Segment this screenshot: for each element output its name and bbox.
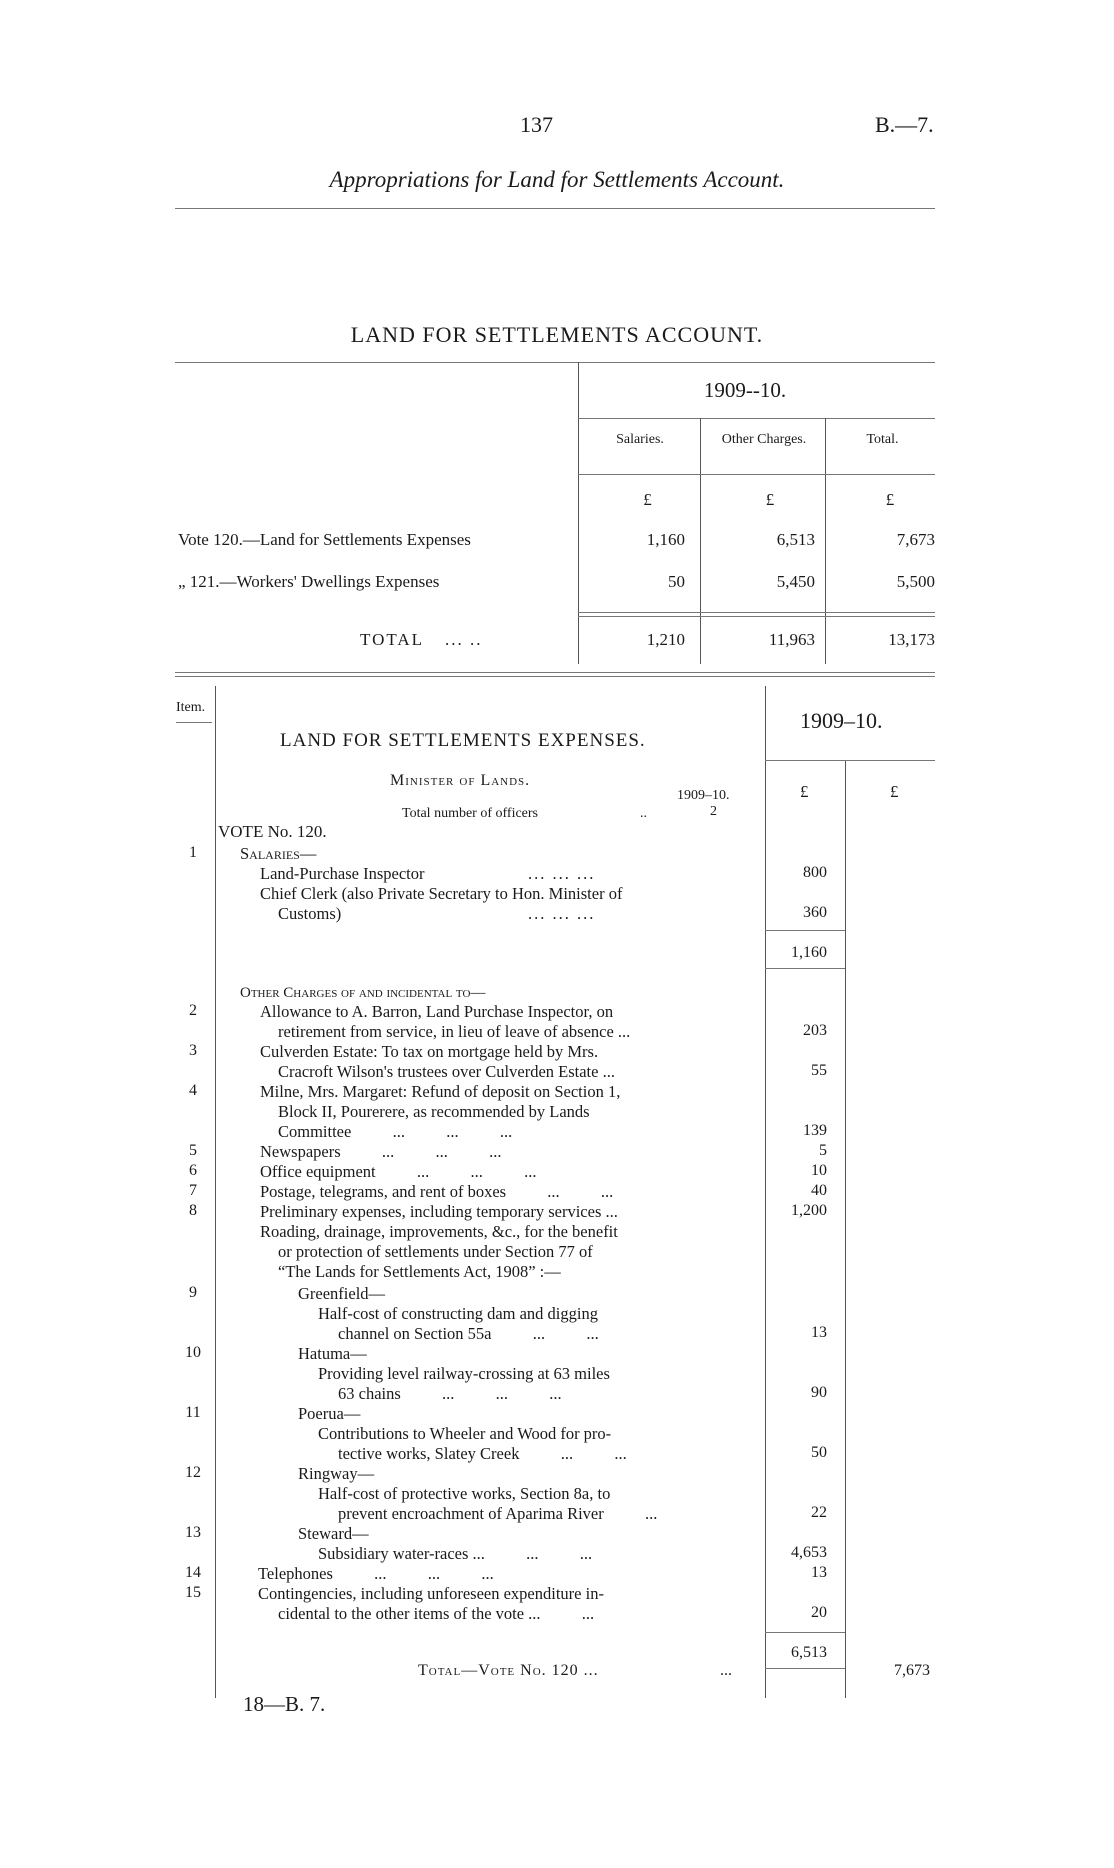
salary-amount: 800 bbox=[803, 864, 827, 881]
place-label: Greenfield— bbox=[298, 1284, 386, 1303]
place-label: Poerua— bbox=[298, 1404, 361, 1423]
subtotal-rule-bottom bbox=[765, 1668, 845, 1669]
item-number: 1 bbox=[189, 844, 197, 861]
summary-row-other: 5,450 bbox=[776, 572, 815, 591]
item-line: Office equipment ... ... ... bbox=[260, 1162, 537, 1181]
summary-total-label: TOTAL bbox=[360, 630, 425, 649]
summary-total-rule-2 bbox=[578, 616, 935, 617]
item-number: 5 bbox=[189, 1142, 197, 1159]
place-label: Hatuma— bbox=[298, 1344, 367, 1363]
currency-total: £ bbox=[885, 490, 895, 509]
item-line: Contributions to Wheeler and Wood for pro- bbox=[318, 1424, 612, 1443]
item-line: Telephones ... ... ... bbox=[258, 1564, 494, 1583]
other-subtotal: 6,513 bbox=[791, 1644, 827, 1661]
summary-row-salaries: 50 bbox=[668, 572, 685, 591]
officers-year: 1909–10. bbox=[677, 788, 730, 803]
item-line: prevent encroachment of Aparima River ... bbox=[338, 1504, 658, 1523]
salary-line: Land-Purchase Inspector bbox=[260, 864, 425, 883]
item-amount: 1,200 bbox=[791, 1202, 827, 1219]
summary-col-divider-1 bbox=[700, 418, 701, 664]
summary-total-total: 13,173 bbox=[888, 630, 935, 649]
item-line: Block II, Pourerere, as recommended by Lands bbox=[278, 1102, 590, 1121]
detail-year: 1909–10. bbox=[800, 708, 883, 733]
place-label: Steward— bbox=[298, 1524, 369, 1543]
roading-line: or protection of settlements under Section 77 of bbox=[278, 1242, 593, 1261]
item-line: Postage, telegrams, and rent of boxes ... ... bbox=[260, 1182, 614, 1201]
ministry-heading: Minister of Lands. bbox=[390, 772, 531, 789]
officers-label: Total number of officers bbox=[402, 806, 538, 821]
item-line: Contingencies, including unforeseen expenditure in- bbox=[258, 1584, 604, 1603]
place-label: Ringway— bbox=[298, 1464, 375, 1483]
vote-label: VOTE No. 120. bbox=[218, 822, 327, 841]
item-number: 12 bbox=[185, 1464, 201, 1481]
item-amount: 55 bbox=[811, 1062, 827, 1079]
item-line: tective works, Slatey Creek ... ... bbox=[338, 1444, 627, 1463]
vote-total-dots: ... bbox=[720, 1662, 732, 1679]
item-number: 11 bbox=[185, 1404, 201, 1421]
summary-row-total: 5,500 bbox=[896, 572, 935, 591]
item-number: 4 bbox=[189, 1082, 197, 1099]
summary-row-salaries: 1,160 bbox=[646, 530, 685, 549]
roading-line: Roading, drainage, improvements, &c., for the benefit bbox=[260, 1222, 618, 1241]
year-header-rule bbox=[765, 760, 935, 761]
officers-dots: .. bbox=[640, 806, 647, 821]
vote-total-label: Total—Vote No. 120 ... bbox=[418, 1662, 599, 1679]
col-salaries-header: Salaries. bbox=[616, 432, 664, 447]
salaries-label: Salaries— bbox=[240, 844, 317, 863]
item-amount: 90 bbox=[811, 1384, 827, 1401]
summary-total-rule bbox=[578, 612, 935, 613]
summary-divider bbox=[578, 362, 579, 664]
summary-title: LAND FOR SETTLEMENTS ACCOUNT. bbox=[350, 322, 764, 347]
item-amount: 13 bbox=[811, 1324, 827, 1341]
header-rule bbox=[175, 208, 935, 209]
item-number: 13 bbox=[185, 1524, 201, 1541]
officers-count: 2 bbox=[710, 804, 717, 819]
total-column-divider bbox=[845, 760, 846, 1698]
item-number: 10 bbox=[185, 1344, 201, 1361]
item-amount: 50 bbox=[811, 1444, 827, 1461]
item-amount: 139 bbox=[803, 1122, 827, 1139]
salary-dots: ... ... ... bbox=[528, 864, 596, 883]
item-number: 8 bbox=[189, 1202, 197, 1219]
item-line: cidental to the other items of the vote ... ... bbox=[278, 1604, 595, 1623]
item-line: Providing level railway-crossing at 63 miles bbox=[318, 1364, 610, 1383]
summary-col-divider-2 bbox=[825, 418, 826, 664]
subtotal-rule bbox=[765, 930, 845, 931]
salary-line: Customs) bbox=[278, 904, 342, 923]
item-line: Subsidiary water-races ... ... ... bbox=[318, 1544, 593, 1563]
item-amount: 40 bbox=[811, 1182, 827, 1199]
document-code: B.—7. bbox=[875, 112, 934, 137]
item-number: 9 bbox=[189, 1284, 197, 1301]
section-rule bbox=[175, 672, 935, 673]
summary-year: 1909--10. bbox=[703, 378, 787, 402]
summary-colhead-rule bbox=[578, 474, 935, 475]
item-column-divider bbox=[215, 686, 216, 1698]
item-line: Culverden Estate: To tax on mortgage held by Mrs. bbox=[260, 1042, 599, 1061]
item-line: Cracroft Wilson's trustees over Culverden Estate ... bbox=[278, 1062, 615, 1081]
item-column-header: Item. bbox=[176, 700, 206, 715]
item-line: Allowance to A. Barron, Land Purchase Inspector, on bbox=[260, 1002, 614, 1021]
salary-line: Chief Clerk (also Private Secretary to Hon. Minister of bbox=[260, 884, 623, 903]
item-amount: 5 bbox=[819, 1142, 827, 1159]
item-number: 15 bbox=[185, 1584, 201, 1601]
item-line: 63 chains ... ... ... bbox=[338, 1384, 562, 1403]
roading-line: “The Lands for Settlements Act, 1908” :— bbox=[278, 1262, 561, 1281]
subtotal-rule bbox=[765, 1632, 845, 1633]
item-amount: 10 bbox=[811, 1162, 827, 1179]
detail-title: LAND FOR SETTLEMENTS EXPENSES. bbox=[280, 730, 646, 751]
currency-left: £ bbox=[800, 782, 809, 801]
section-rule-2 bbox=[175, 676, 935, 677]
running-title: Appropriations for Land for Settlements Account. bbox=[329, 167, 785, 192]
item-number: 6 bbox=[189, 1162, 197, 1179]
item-line: Milne, Mrs. Margaret: Refund of deposit on Section 1, bbox=[260, 1082, 621, 1101]
currency-right: £ bbox=[890, 782, 899, 801]
salary-amount: 360 bbox=[803, 904, 827, 921]
summary-row-label: „ 121.—Workers' Dwellings Expenses bbox=[178, 572, 440, 591]
summary-top-rule bbox=[175, 362, 935, 363]
item-line: Committee ... ... ... bbox=[278, 1122, 513, 1141]
item-amount: 4,653 bbox=[791, 1544, 827, 1561]
item-number: 14 bbox=[185, 1564, 201, 1581]
item-number: 7 bbox=[189, 1182, 197, 1199]
item-header-rule bbox=[176, 722, 212, 723]
item-line: Half-cost of constructing dam and digging bbox=[318, 1304, 598, 1323]
subtotal-rule-bottom bbox=[765, 968, 845, 969]
summary-row-label: Vote 120.—Land for Settlements Expenses bbox=[178, 530, 471, 549]
summary-total-dots: ... .. bbox=[445, 630, 483, 649]
summary-row-total: 7,673 bbox=[896, 530, 935, 549]
col-total-header: Total. bbox=[866, 432, 899, 447]
vote-total-amount: 7,673 bbox=[894, 1662, 930, 1679]
item-line: retirement from service, in lieu of leave of absence ... bbox=[278, 1022, 631, 1041]
summary-total-other: 11,963 bbox=[768, 630, 815, 649]
item-amount: 20 bbox=[811, 1604, 827, 1621]
other-charges-label: Other Charges of and incidental to— bbox=[240, 985, 486, 1001]
page-number: 137 bbox=[520, 112, 553, 137]
summary-year-rule bbox=[578, 418, 935, 419]
item-line: Preliminary expenses, including temporary services ... bbox=[260, 1202, 618, 1221]
currency-other: £ bbox=[765, 490, 775, 509]
footer-signature: 18—B. 7. bbox=[243, 1692, 326, 1716]
col-other-header: Other Charges. bbox=[721, 432, 807, 447]
item-line: Half-cost of protective works, Section 8a, to bbox=[318, 1484, 611, 1503]
summary-row-other: 6,513 bbox=[776, 530, 815, 549]
item-amount: 13 bbox=[811, 1564, 827, 1581]
item-line: channel on Section 55a ... ... bbox=[338, 1324, 599, 1343]
item-number: 3 bbox=[189, 1042, 197, 1059]
salaries-subtotal: 1,160 bbox=[791, 944, 827, 961]
currency-salaries: £ bbox=[643, 490, 652, 509]
salary-dots: ... ... ... bbox=[528, 904, 596, 923]
summary-total-salaries: 1,210 bbox=[646, 630, 685, 649]
item-amount: 22 bbox=[811, 1504, 827, 1521]
item-line: Newspapers ... ... ... bbox=[260, 1142, 502, 1161]
item-amount: 203 bbox=[803, 1022, 827, 1039]
item-number: 2 bbox=[189, 1002, 197, 1019]
